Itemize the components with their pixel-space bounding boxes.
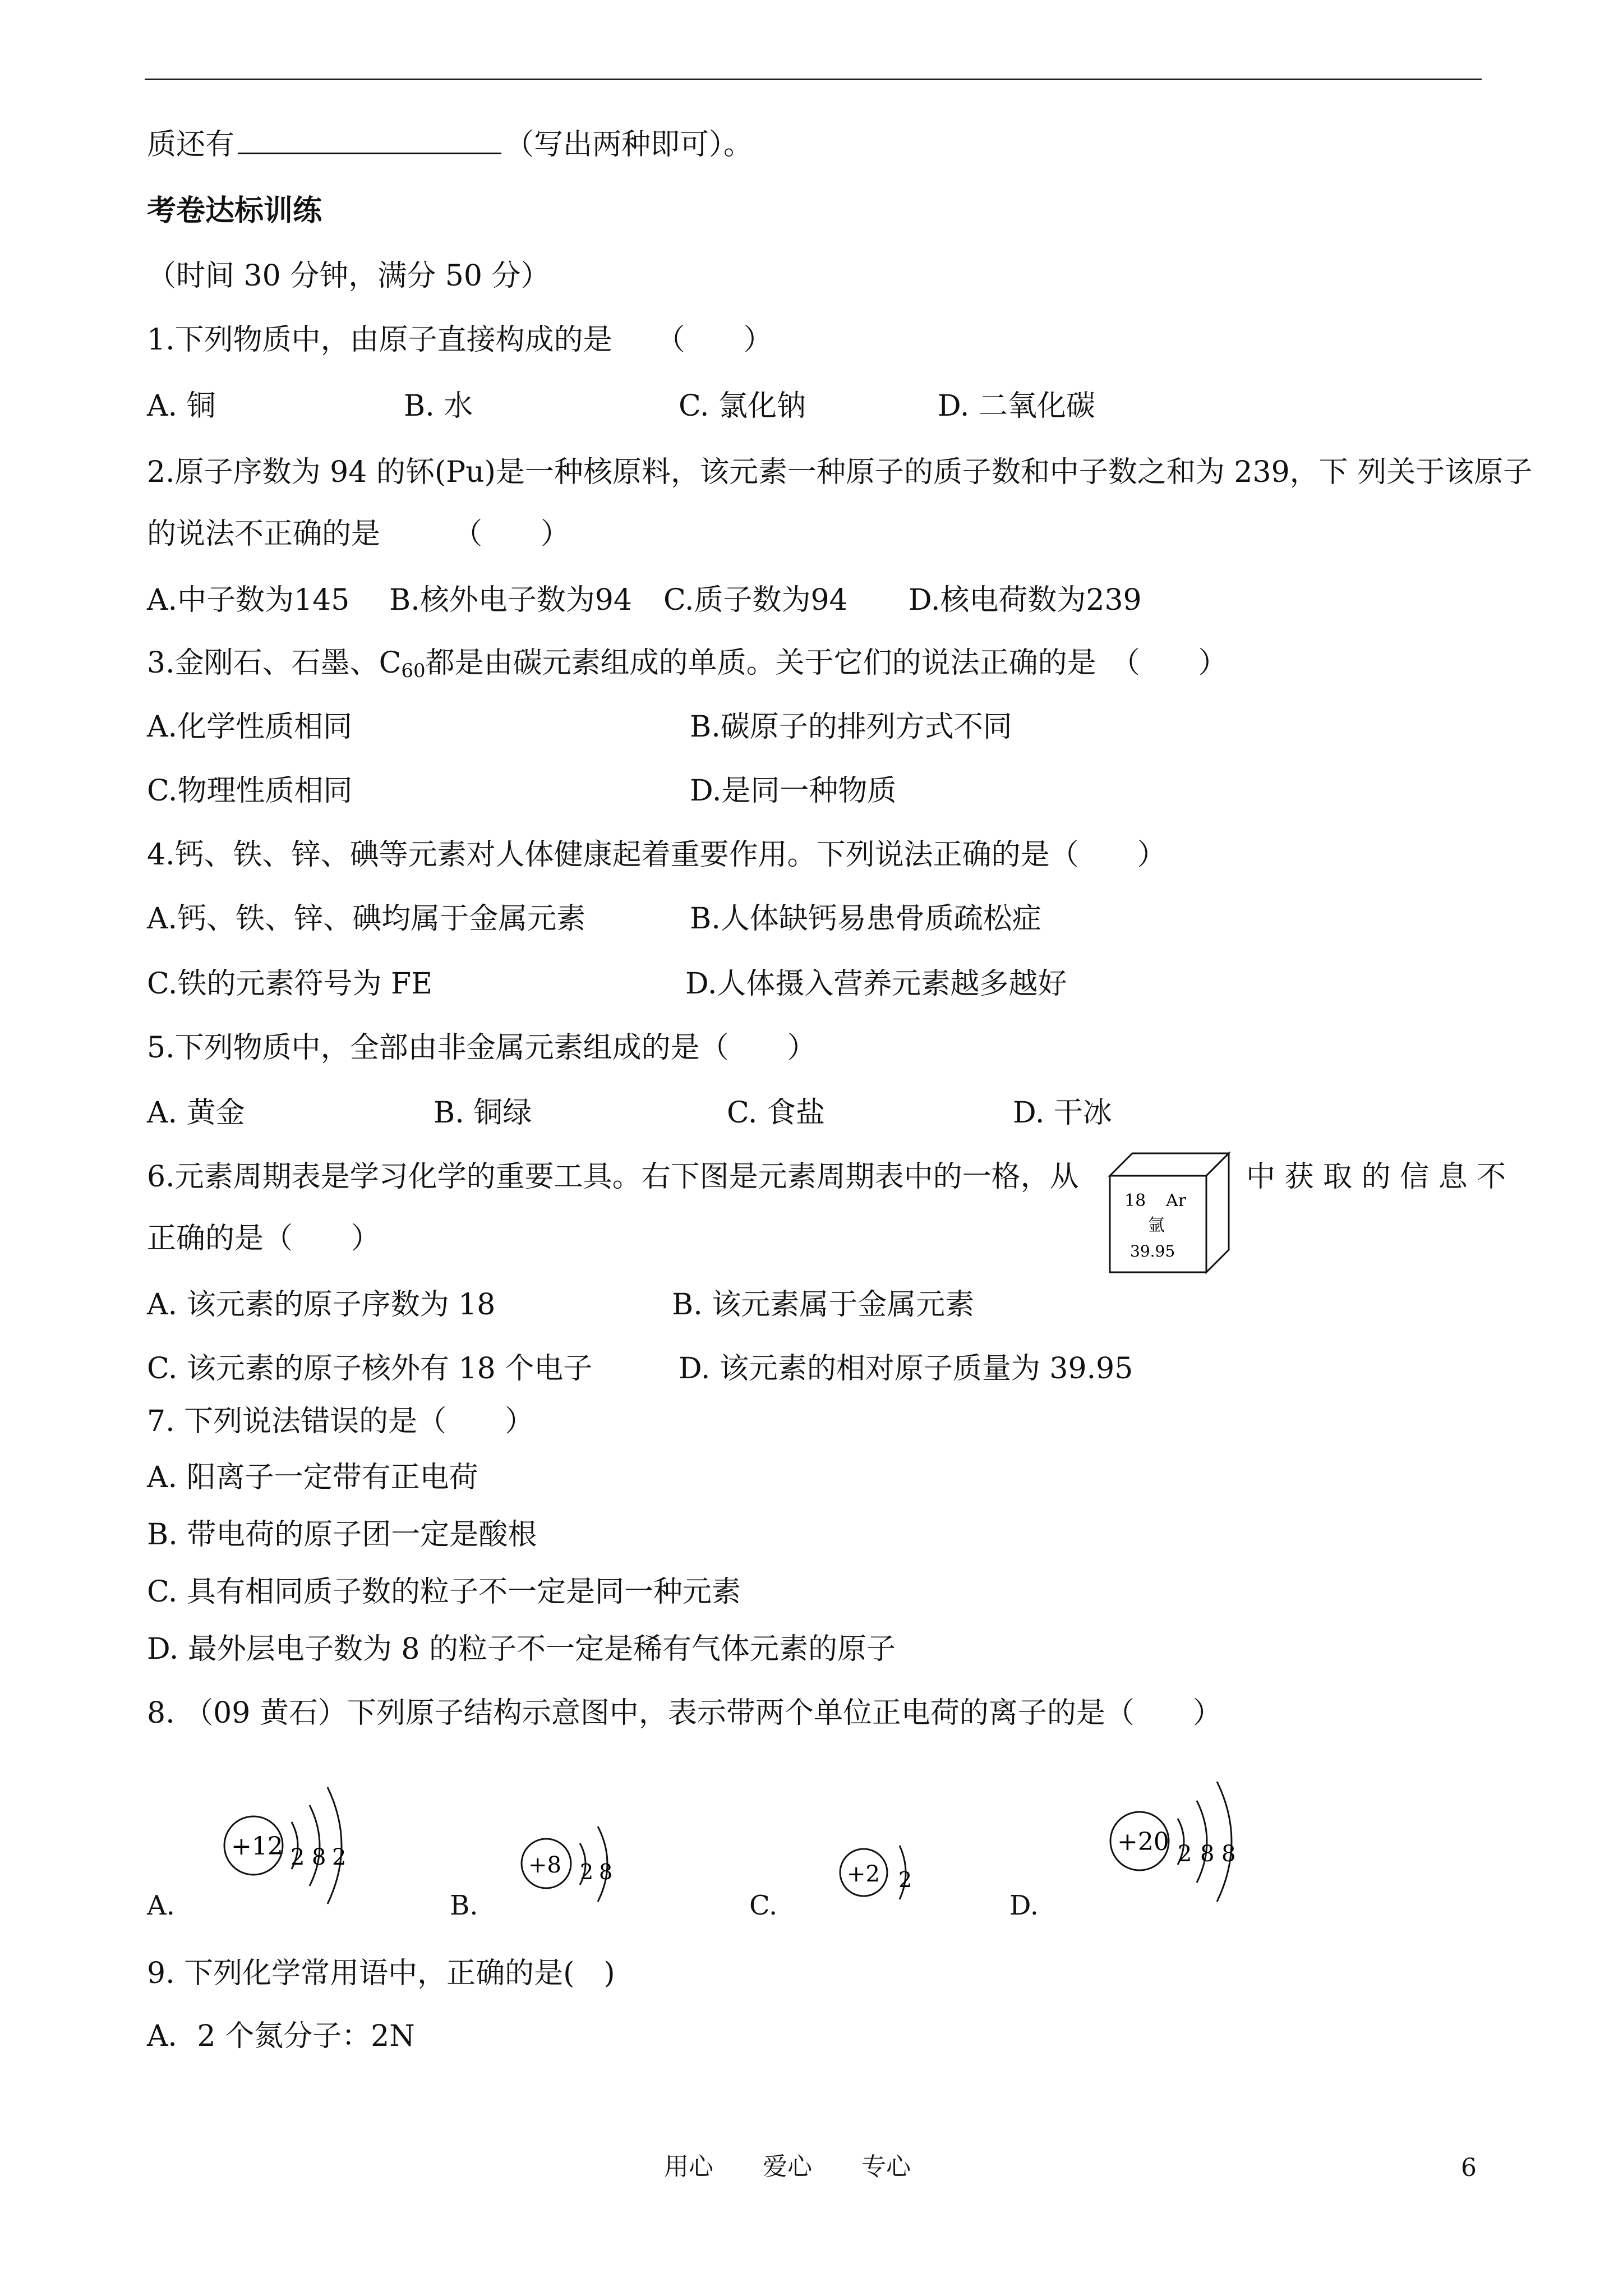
q3-option-d: D.是同一种物质 (690, 774, 897, 808)
q5-option-d: D. 干冰 (1013, 1096, 1112, 1130)
diagram-b-shell-1: 2 (580, 1860, 594, 1884)
time-note: （时间 30 分钟，满分 50 分） (147, 259, 550, 293)
question-1-stem: 1.下列物质中，由原子直接构成的是 （ ） (147, 323, 773, 357)
q1-option-c: C. 氯化钠 (679, 389, 806, 423)
diagram-d-shell-1: 2 (1178, 1841, 1192, 1867)
diagram-a-nucleus: +12 (231, 1832, 283, 1861)
footer-item-1: 用心 (664, 2152, 713, 2181)
q6-option-a: A. 该元素的原子序数为 18 (147, 1288, 496, 1322)
question-7-stem: 7. 下列说法错误的是（ ） (147, 1405, 534, 1438)
cell-symbol: Ar (1166, 1191, 1187, 1211)
q8-diagram-b-label: B. (450, 1890, 478, 1921)
question-6-stem-cont: 正确的是（ ） (147, 1222, 381, 1255)
q3-subscript: 60 (401, 660, 426, 682)
diagram-c-nucleus: +2 (847, 1861, 880, 1887)
cell-atomic-mass: 39.95 (1130, 1242, 1175, 1260)
question-2-stem: 2.原子序数为 94 的钚(Pu)是一种核原料，该元素一种原子的质子数和中子数之和为 239，下 列关于该原子 (147, 455, 1533, 489)
periodic-cell-drawing (1108, 1151, 1231, 1276)
atom-diagram-d (1094, 1767, 1273, 1930)
atom-diagram-b (510, 1801, 651, 1924)
q4-option-c: C.铁的元素符号为 FE (147, 967, 433, 1001)
footer-item-2: 爱心 (763, 2152, 812, 2181)
q3-stem-text: 都是由碳元素组成的单质。关于它们的说法正确的是 （ ） (425, 646, 1228, 680)
diagram-c-shell-1: 2 (898, 1867, 912, 1892)
q7-option-a: A. 阳离子一定带有正电荷 (147, 1461, 478, 1494)
question-3-stem (147, 646, 1228, 688)
q5-option-a: A. 黄金 (147, 1096, 245, 1130)
q7-option-d: D. 最外层电子数为 8 的粒子不一定是稀有气体元素的原子 (147, 1632, 896, 1666)
question-5-stem: 5.下列物质中，全部由非金属元素组成的是（ ） (147, 1031, 817, 1065)
question-6-stem: 6.元素周期表是学习化学的重要工具。右下图是元素周期表中的一格，从 (147, 1160, 1079, 1194)
line-text: 质还有 (147, 128, 235, 162)
diagram-a-shell-2: 8 (312, 1844, 326, 1870)
q2-option-b: B.核外电子数为94 (389, 583, 632, 617)
answer-blank[interactable] (238, 130, 501, 154)
q3-option-c: C.物理性质相同 (147, 774, 353, 808)
footer-item-3: 专心 (861, 2152, 911, 2181)
question-6-stem-tail: 中 获 取 的 信 息 不 (1246, 1160, 1506, 1194)
page-number: 6 (1461, 2154, 1477, 2182)
diagram-a-shell-1: 2 (291, 1844, 305, 1870)
q5-option-c: C. 食盐 (727, 1096, 825, 1130)
question-4-stem: 4.钙、铁、锌、碘等元素对人体健康起着重要作用。下列说法正确的是（ ） (147, 838, 1166, 872)
diagram-b-shell-2: 8 (599, 1860, 613, 1884)
q9-option-a: A．2 个氮分子：2N (147, 2019, 415, 2053)
q2-option-a: A.中子数为145 (147, 583, 350, 617)
q6-option-c: C. 该元素的原子核外有 18 个电子 (147, 1352, 593, 1386)
q3-option-a: A.化学性质相同 (147, 710, 353, 744)
atom-diagram-a (208, 1767, 381, 1930)
q1-option-b: B. 水 (404, 389, 473, 423)
diagram-a-shell-3: 2 (332, 1844, 347, 1870)
line-text: （写出两种即可）。 (505, 128, 753, 162)
question-9-stem: 9. 下列化学常用语中，正确的是( ) (147, 1957, 615, 1990)
q7-option-b: B. 带电荷的原子团一定是酸根 (147, 1518, 537, 1552)
q3-option-b: B.碳原子的排列方式不同 (690, 710, 1012, 744)
question-8-stem: 8. （09 黄石）下列原子结构示意图中，表示带两个单位正电荷的离子的是（ ） (147, 1696, 1222, 1730)
q4-option-b: B.人体缺钙易患骨质疏松症 (690, 902, 1041, 936)
header-rule (145, 79, 1482, 80)
q4-option-d: D.人体摄入营养元素越多越好 (685, 967, 1067, 1001)
periodic-table-cell (1108, 1151, 1231, 1276)
q4-option-a: A.钙、铁、锌、碘均属于金属元素 (147, 902, 586, 936)
section-title: 考卷达标训练 (147, 194, 322, 228)
q6-option-b: B. 该元素属于金属元素 (672, 1288, 975, 1322)
q8-diagram-c-label: C. (749, 1890, 778, 1921)
question-2-stem-cont: 的说法不正确的是 （ ） (147, 517, 570, 551)
q1-option-a: A. 铜 (147, 389, 216, 423)
q3-stem-text: 3.金刚石、石墨、C (147, 646, 402, 680)
q1-option-d: D. 二氧化碳 (938, 389, 1095, 423)
cell-element-name: 氩 (1148, 1216, 1165, 1235)
q6-option-d: D. 该元素的相对原子质量为 39.95 (679, 1352, 1133, 1386)
q8-diagram-d-label: D. (1009, 1890, 1039, 1921)
atom-diagram-c (830, 1818, 942, 1918)
q2-option-d: D.核电荷数为239 (909, 583, 1142, 617)
diagram-d-shell-3: 8 (1221, 1841, 1236, 1867)
diagram-d-nucleus: +20 (1117, 1828, 1169, 1856)
diagram-d-shell-2: 8 (1200, 1841, 1215, 1867)
diagram-b-nucleus: +8 (528, 1852, 561, 1878)
cell-atomic-number: 18 (1124, 1191, 1146, 1211)
q8-diagram-a-label: A. (147, 1890, 175, 1921)
fill-blank-line (147, 128, 753, 162)
q7-option-c: C. 具有相同质子数的粒子不一定是同一种元素 (147, 1575, 741, 1609)
q5-option-b: B. 铜绿 (434, 1096, 532, 1130)
q2-option-c: C.质子数为94 (663, 583, 848, 617)
